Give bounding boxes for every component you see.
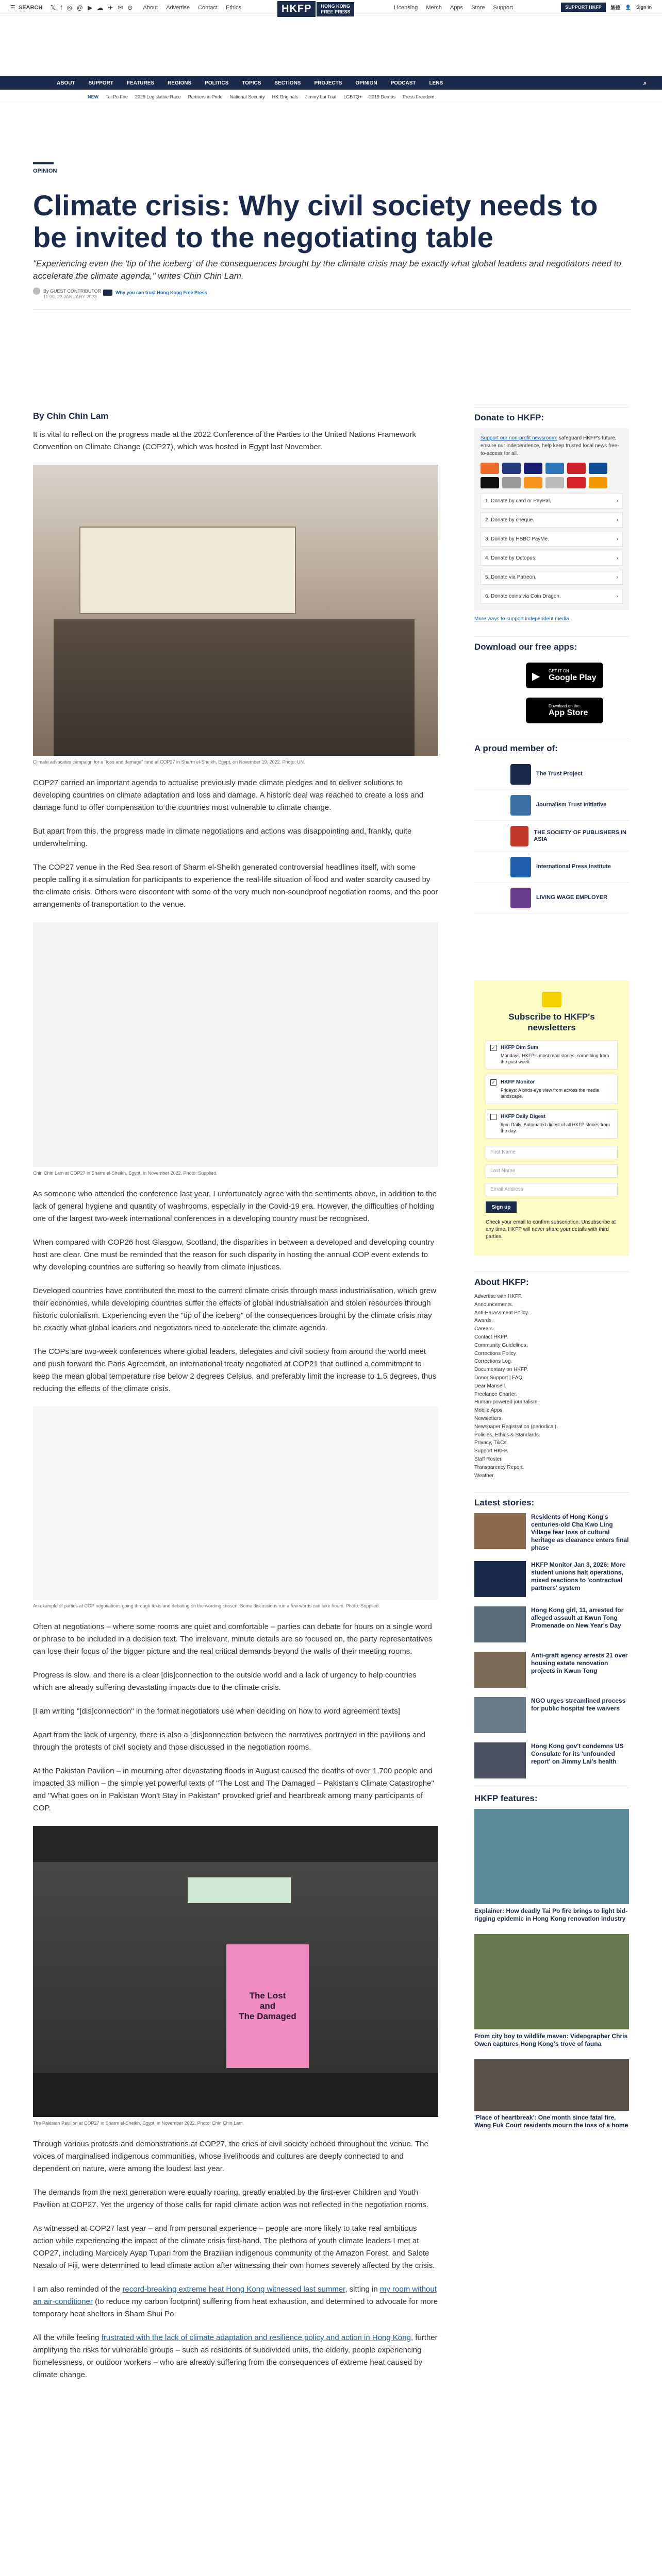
article-standfirst: "Experiencing even the 'tip of the iceberg' of the consequences brought by the climate crisis may be exactly what global leaders and negotiators need to accelerate the climate agenda," writes Chin Chin Lam. xyxy=(33,259,621,281)
trending-item[interactable]: Tai Po Fire xyxy=(106,94,128,99)
newsletter-option[interactable]: ✓ HKFP Monitor Fridays: A birds-eye view from across the media landscape. xyxy=(486,1075,618,1104)
unionpay-icon xyxy=(567,463,586,474)
paragraph: The COP27 venue in the Red Sea resort of Sharm el-Sheikh generated controversial headlines itself, with some people calling it a simulation for participants to experience the real-life situation of food and water scarcity caused by the climate crisis. Others were discontent with some of the very much non-soundproof negotiation rooms, and the poor arrangements of transportation to the venue. xyxy=(33,863,438,909)
paragraph: The COPs are two-week conferences where global leaders, delegates and civil society from around the world meet and push forward the Paris Agreement, an international treaty negotiated at COP21 that outlined a commitment to keep the mean global temperature rise below 2 degrees Celsius, and preferably limit the increase to 1.5 degrees, thus reducing the effects of the climate crisis. xyxy=(33,1347,437,1393)
trending-item[interactable]: Jimmy Lai Trial xyxy=(305,94,337,99)
donate-option[interactable]: 2. Donate by cheque. › xyxy=(481,513,623,528)
trending-item[interactable]: 2025 Legislative Race xyxy=(135,94,181,99)
utility-link[interactable]: Merch xyxy=(426,4,442,11)
checkbox[interactable] xyxy=(490,1114,496,1120)
paragraph: When compared with COP26 host Glasgow, Scotland, the disparities in between a developed and developing country host are clear. One must be reminded that the reason for such disparity in hosting the annual COP event extends to why developing countries are suffering so heavily from climate injustices. xyxy=(33,1238,434,1272)
payme-icon xyxy=(567,477,586,488)
newsletter-option[interactable]: HKFP Daily Digest 6pm Daily: Automated digest of all HKFP stories from the day. xyxy=(486,1109,618,1139)
poster-text: The Damaged xyxy=(239,2011,296,2021)
applepay-icon xyxy=(481,477,499,488)
sign-in-link[interactable]: Sign in xyxy=(636,5,652,10)
paypal-icon xyxy=(502,463,521,474)
crowd-shape xyxy=(54,619,415,756)
donate-option[interactable]: 4. Donate by Octopus. › xyxy=(481,551,623,566)
about-links xyxy=(474,1293,629,1480)
latest-story[interactable]: Hong Kong gov't condemns US Consulate for its 'unfounded report' on Jimmy Lai's health xyxy=(474,1742,629,1778)
donate-box xyxy=(474,428,629,610)
search-label: SEARCH xyxy=(18,4,43,11)
paragraph: Progress is slow, and there is a clear [dis]connection to the outside world and a lack of urgency to help countries which are already suffering devastating impacts due to the climate crisis. xyxy=(33,1671,417,1692)
about-link[interactable]: Advertise with HKFP. xyxy=(474,1294,523,1299)
about-link[interactable]: Privacy, T&Cs. xyxy=(474,1440,508,1446)
poster-text: and xyxy=(259,2001,276,2011)
last-name-input[interactable]: Last Name xyxy=(486,1164,618,1178)
sopa-icon xyxy=(510,826,528,846)
paragraph: All the while feeling frustrated with the lack of climate adaptation and resilience policy and action in Hong Kong, further amplifying the risks for vulnerable groups – such as residents of subdivided units, the elderly, people experiencing homelessness, or outdoor workers – who are already suffering from the consequences of extreme heat caused by climate change. xyxy=(33,2333,438,2379)
feature-story[interactable]: 'Place of heartbreak': One month since fatal fire, Wang Fuk Court residents mourn the loss of a home xyxy=(474,2059,629,2129)
email-icon[interactable]: ✉ xyxy=(118,4,123,11)
newsletter-option[interactable]: ✓ HKFP Dim Sum Mondays: HKFP's most read stories, something from the past week. xyxy=(486,1040,618,1070)
donate-link[interactable]: Support our non-profit newsroom: xyxy=(481,435,557,441)
paragraph: [I am writing "[dis]connection" in the format negotiators use when deciding on how to word agreement texts] xyxy=(33,1707,400,1716)
donate-option[interactable]: 6. Donate coins via Coin Dragon. › xyxy=(481,589,623,604)
paragraph: The demands from the next generation were equally roaring, greatly enabled by the first-ever Children and Youth Pavilion at COP27. Yet the urgency of those calls for rapid climate action was not reflected in the negotiation rooms. xyxy=(33,2188,429,2209)
paragraph: Developed countries have contributed the most to the current climate crisis through mass industrialisation, which grew their economies, while developing countries suffer the effects of global industrialisation and stolen resources through historic colonialism. Experiencing even the "tip of the iceberg" of the consequences brought by the climate crisis may be exactly what global leaders and negotiators need to accelerate the climate agenda. xyxy=(33,1286,437,1332)
utility-link[interactable]: About xyxy=(143,4,158,11)
about-link[interactable]: Transparency Report. xyxy=(474,1464,524,1470)
living-wage-icon xyxy=(510,888,531,908)
member-logo[interactable]: LIVING WAGE EMPLOYER xyxy=(474,883,629,913)
sidebar xyxy=(474,407,629,2141)
first-name-input[interactable]: First Name xyxy=(486,1146,618,1159)
byline xyxy=(33,287,102,299)
article-title: Climate crisis: Why civil society needs to be invited to the negotiating table xyxy=(33,189,598,253)
story-thumbnail xyxy=(474,1513,526,1549)
member-heading: A proud member of: xyxy=(474,738,629,759)
photo-loss-and-damage-protest xyxy=(33,465,438,756)
pavilion-sign xyxy=(188,1877,291,1903)
paragraph: Often at negotiations – where some rooms are quiet and comfortable – parties can debate for hours on a single word or phrase to be included in a decision text. The irrelevant, minute details are so focused on, the party representatives can lose their focus of the bigger picture and the real critical demands beyond the walls of their meeting rooms. xyxy=(33,1622,433,1656)
chevron-right-icon: › xyxy=(616,574,618,580)
features-heading: HKFP features: xyxy=(474,1788,629,1809)
about-link[interactable]: Dear Mansell. xyxy=(474,1383,506,1389)
amex-icon xyxy=(545,463,564,474)
signup-button[interactable]: Sign up xyxy=(486,1201,517,1213)
newsletter-box xyxy=(474,980,629,1256)
kicker-rule xyxy=(33,162,54,164)
about-link[interactable]: Support HKFP. xyxy=(474,1448,508,1454)
logo-mark: HKFP xyxy=(277,1,316,17)
story-thumbnail xyxy=(474,1697,526,1733)
feature-story[interactable]: From city boy to wildlife maven: Videographer Chris Owen captures Hong Kong's trove of fauna xyxy=(474,1934,629,2048)
trending-item[interactable]: LGBTQ+ xyxy=(343,94,362,99)
about-link[interactable]: Contact HKFP. xyxy=(474,1334,508,1340)
avatar xyxy=(33,287,40,295)
about-link[interactable]: Careers. xyxy=(474,1326,494,1332)
search-icon[interactable]: ⌕ xyxy=(643,79,647,87)
photo-caption: Chin Chin Lam at COP27 in Sharm el-Sheikh, Egypt, in November 2022. Photo: Supplied. xyxy=(33,1171,218,1176)
photo-pakistan-pavilion xyxy=(33,1826,438,2117)
trending-item[interactable]: Press Freedom xyxy=(402,94,435,99)
checkbox[interactable]: ✓ xyxy=(490,1045,496,1051)
photo-caption: The Pakistan Pavilion at COP27 in Sharm el-Sheikh, Egypt, in November 2022. Photo: Chin Chin Lam. xyxy=(33,2121,244,2126)
email-input[interactable]: Email Address xyxy=(486,1183,618,1196)
feature-image xyxy=(474,2059,629,2111)
chevron-right-icon: › xyxy=(616,555,618,561)
facebook-icon[interactable]: f xyxy=(60,4,62,11)
photo-author-at-cop27 xyxy=(33,922,438,1167)
poster-text: The Lost xyxy=(249,1991,286,2001)
donate-option[interactable]: 5. Donate via Patreon. › xyxy=(481,570,623,585)
about-link[interactable]: Mobile Apps. xyxy=(474,1408,504,1414)
latest-heading: Latest stories: xyxy=(474,1492,629,1513)
about-link[interactable]: Policies, Ethics & Standards. xyxy=(474,1432,540,1438)
paragraph: But apart from this, the progress made in climate negotiations and actions was disappointing and, frankly, quite underwhelming. xyxy=(33,827,412,848)
byline-author[interactable]: By GUEST CONTRIBUTOR xyxy=(43,289,102,294)
photo-caption: Climate advocates campaign for a "loss and damage" fund at COP27 in Sharm el-Sheikh, Egypt, on November 19, 2022. Photo: UN. xyxy=(33,759,305,765)
trending-bar xyxy=(0,92,662,102)
donate-option[interactable]: 3. Donate by HSBC PayMe. › xyxy=(481,532,623,547)
latest-story[interactable]: NGO urges streamlined process for public hospital fee waivers xyxy=(474,1697,629,1733)
telegram-icon[interactable]: ✈ xyxy=(108,4,113,11)
chevron-right-icon: › xyxy=(616,536,618,542)
search-button[interactable] xyxy=(10,4,42,11)
trust-project-icon xyxy=(510,764,531,785)
feature-image xyxy=(474,1809,629,1904)
newsletter-icon xyxy=(542,992,561,1007)
user-icon[interactable]: 👤 xyxy=(625,4,631,10)
visa-icon xyxy=(524,463,542,474)
about-link[interactable]: Weather. xyxy=(474,1472,495,1479)
google-play-button[interactable]: ▶ GET IT ON Google Play xyxy=(526,663,603,688)
article-body xyxy=(33,429,438,2393)
about-link[interactable]: Documentary on HKFP. xyxy=(474,1367,528,1373)
paragraph: COP27 carried an important agenda to actualise previously made climate pledges and to deliver solutions to developing countries on climate adaptation and loss and damage. A historic deal was reached to create a loss and damage fund to offer compensation to the countries most vulnerable to climate change. xyxy=(33,778,424,812)
inline-link[interactable]: record-breaking extreme heat Hong Kong witnessed last summer xyxy=(122,2285,345,2294)
donate-text: safeguard HKFP's future, ensure our independence, help keep trusted local news free-to-access for all. xyxy=(481,435,619,456)
pavilion-poster xyxy=(226,1944,309,2068)
photo-caption: An example of parties at COP negotiations going through texts and debating on the wording chosen. Some discussions run a few words can take hours. Photo: Supplied. xyxy=(33,1603,380,1608)
about-link[interactable]: Anti-Harassment Policy. xyxy=(474,1310,529,1316)
menu-icon: ☰ xyxy=(10,5,15,11)
app-store-button[interactable]: Download on the App Store xyxy=(526,698,603,723)
nav-item-lens[interactable]: LENS xyxy=(429,80,443,86)
new-badge: NEW xyxy=(88,94,98,99)
member-logo[interactable]: THE SOCIETY OF PUBLISHERS IN ASIA xyxy=(474,821,629,852)
utility-link[interactable]: Advertise xyxy=(166,4,190,11)
more-ways-link[interactable]: More ways to support independent media. xyxy=(474,616,571,622)
inline-link[interactable]: frustrated with the lack of climate adaptation and resilience policy and action in Hong Kong xyxy=(101,2333,411,2342)
about-link[interactable]: Newsletters. xyxy=(474,1415,503,1421)
member-logo[interactable]: Journalism Trust Initiative xyxy=(474,790,629,821)
logo-wordmark: HONG KONG FREE PRESS xyxy=(317,2,354,16)
about-link[interactable]: Corrections Policy. xyxy=(474,1350,517,1357)
checkbox[interactable]: ✓ xyxy=(490,1079,496,1086)
about-link[interactable]: Announcements. xyxy=(474,1301,514,1308)
top-utility-bar xyxy=(0,0,662,15)
about-link[interactable]: Freelance Charter. xyxy=(474,1391,517,1397)
utility-link[interactable]: Ethics xyxy=(225,4,241,11)
article-author: By Chin Chin Lam xyxy=(33,411,109,421)
account-area xyxy=(561,3,652,12)
jti-icon xyxy=(510,795,531,816)
mastercard-icon xyxy=(481,463,499,474)
nav-item-politics[interactable]: POLITICS xyxy=(205,80,229,86)
latest-story[interactable]: Anti-graft agency arrests 21 over housing estate renovation projects in Kwun Tong xyxy=(474,1652,629,1688)
latest-story[interactable]: Residents of Hong Kong's centuries-old Cha Kwo Ling Village fear loss of cultural heritage as clearance enters final phase xyxy=(474,1513,629,1552)
story-thumbnail xyxy=(474,1652,526,1688)
utility-link[interactable]: Apps xyxy=(450,4,464,11)
paragraph: It is vital to reflect on the progress made at the 2022 Conference of the Parties to the United Nations Framework Convention on Climate Change (COP27), which was hosted in Egypt last November. xyxy=(33,430,416,451)
paragraph: Apart from the lack of urgency, there is also a [dis]connection between the narratives portrayed in the pavilions and through the protests of civil society and those discussed in the negotiation rooms. xyxy=(33,1731,425,1752)
chevron-right-icon: › xyxy=(616,594,618,599)
threads-icon[interactable]: @ xyxy=(76,4,84,11)
google-play-icon: ▶ xyxy=(532,671,540,682)
twitter-icon[interactable]: 𝕏 xyxy=(51,4,56,11)
latest-story[interactable]: Hong Kong girl, 11, arrested for alleged assault at Kwun Tong Promenade on New Year's Day xyxy=(474,1606,629,1642)
nav-item-features[interactable]: FEATURES xyxy=(126,80,155,86)
newsletter-heading: Subscribe to HKFP's newsletters xyxy=(508,1012,595,1032)
trust-link[interactable] xyxy=(103,290,207,296)
trust-link-label: Why you can trust Hong Kong Free Press xyxy=(115,290,207,295)
nav-item-projects[interactable]: PROJECTS xyxy=(314,80,342,86)
ipi-icon xyxy=(510,857,531,877)
about-heading: About HKFP: xyxy=(474,1272,629,1293)
about-link[interactable]: Newspaper Registration (periodical). xyxy=(474,1423,558,1430)
bluesky-icon[interactable]: ☁ xyxy=(97,4,104,11)
trust-badge-icon xyxy=(103,290,112,296)
trending-item[interactable]: Partners in Pride xyxy=(188,94,223,99)
utility-link[interactable]: Contact xyxy=(198,4,218,11)
chevron-right-icon: › xyxy=(616,498,618,504)
floor-shape xyxy=(33,2073,438,2117)
googlepay-icon xyxy=(502,477,521,488)
about-link[interactable]: Staff Roster. xyxy=(474,1456,503,1462)
support-hkfp-button[interactable]: SUPPORT HKFP xyxy=(561,3,606,12)
instagram-icon[interactable]: ◎ xyxy=(67,4,72,11)
newsletter-note: Check your email to confirm subscription. Unsubscribe at any time. HKFP will never share your details with third parties. xyxy=(486,1219,616,1240)
article-kicker[interactable]: OPINION xyxy=(33,168,57,174)
nav-item-topics[interactable]: TOPICS xyxy=(242,80,261,86)
feature-story[interactable]: Explainer: How deadly Tai Po fire brings to light bid-rigging epidemic in Hong Kong renovation industry xyxy=(474,1809,629,1923)
story-thumbnail xyxy=(474,1561,526,1597)
nav-item-podcast[interactable]: PODCAST xyxy=(390,80,416,86)
donate-option[interactable]: 1. Donate by card or PayPal. › xyxy=(481,494,623,509)
latest-story[interactable]: HKFP Monitor Jan 3, 2026: More student unions halt operations, mixed reactions to 'contractual partners' system xyxy=(474,1561,629,1597)
trending-item[interactable]: HK Originals xyxy=(272,94,299,99)
protest-banner xyxy=(79,527,296,614)
publish-date: 11:00, 22 JANUARY 2023 xyxy=(43,294,97,299)
chevron-right-icon: › xyxy=(616,517,618,523)
language-switch[interactable]: 繁體 xyxy=(610,5,620,10)
story-thumbnail xyxy=(474,1742,526,1778)
paragraph: As someone who attended the conference last year, I unfortunately agree with the sentiments above, in addition to the lack of general hygiene and quantity of washrooms, especially in the Covid-19 era. However, the difficulties of holding one of the largest two-week international conferences in a developing country must be recognised. xyxy=(33,1190,437,1223)
nav-item-sections[interactable]: SECTIONS xyxy=(274,80,301,86)
paragraph: Through various protests and demonstrations at COP27, the cries of civil society echoed throughout the venue. The voices of marginalised indigenous communities, whose livelihoods and cultures are deeply connected to and dependent on nature, were among the loudest last year. xyxy=(33,2140,428,2173)
social-links xyxy=(51,4,133,11)
trending-item[interactable]: National Security xyxy=(229,94,265,99)
nav-item-about[interactable]: ABOUT xyxy=(57,80,75,86)
nav-item-support[interactable]: SUPPORT xyxy=(88,80,113,86)
about-link[interactable]: Community Guidelines. xyxy=(474,1342,528,1348)
paragraph: At the Pakistan Pavilion – in mourning after devastating floods in August caused the deaths of over 1,700 people and impacted 33 million – the simple yet powerful texts of "The Lost and The Damaged – Pakistan's Climate Catastrophe" and "What goes on in Pakistan Won't Stay in Pakistan" provoked grief and heartbreak among many participants of COP. xyxy=(33,1767,434,1812)
donate-heading: Donate to HKFP: xyxy=(474,407,629,428)
main-navigation xyxy=(0,76,662,90)
about-link[interactable]: Human-powered journalism. xyxy=(474,1399,539,1405)
utility-link[interactable]: Support xyxy=(493,4,513,11)
divider xyxy=(33,309,631,310)
nav-item-opinion[interactable]: OPINION xyxy=(355,80,377,86)
member-logo[interactable]: The Trust Project xyxy=(474,759,629,790)
rss-icon[interactable]: ⊙ xyxy=(127,4,133,11)
story-thumbnail xyxy=(474,1606,526,1642)
utility-link[interactable]: Store xyxy=(471,4,485,11)
about-link[interactable]: Awards. xyxy=(474,1318,493,1324)
apps-heading: Download our free apps: xyxy=(474,636,629,657)
youtube-icon[interactable]: ▶ xyxy=(88,4,93,11)
jcb-icon xyxy=(589,463,607,474)
ceiling-shape xyxy=(33,1826,438,1862)
utility-link[interactable]: Licensing xyxy=(393,4,418,11)
octopus-icon xyxy=(589,477,607,488)
cheque-icon xyxy=(545,477,564,488)
paragraph: I am also reminded of the record-breaking extreme heat Hong Kong witnessed last summer, sitting in my room without an air-conditioner (to reduce my carbon footprint) suffering from heat exhaustion, and determined to advocate for more temporary heat shelters in Sham Shui Po. xyxy=(33,2285,438,2318)
about-link[interactable]: Corrections Log. xyxy=(474,1359,512,1365)
member-logo[interactable]: International Press Institute xyxy=(474,852,629,883)
paragraph: As witnessed at COP27 last year – and from personal experience – people are more likely to take real ambitious action while experiencing the impact of the climate crisis first-hand. The plethora of youth climate leaders I met at COP27, including Marcicely Ayap Tupari from the Brazilian indigenous community of the Amazon Forest, and Salote Nasalo of Fiji, were determined to lead climate action after witnessing their own homes severely affected by the crisis. xyxy=(33,2224,435,2270)
trending-item[interactable]: 2019 Demos xyxy=(369,94,395,99)
bitcoin-icon xyxy=(524,477,542,488)
inline-link[interactable]: my room without an air-conditioner xyxy=(33,2285,437,2306)
photo-negotiation-texts xyxy=(33,1406,438,1600)
nav-item-regions[interactable]: REGIONS xyxy=(168,80,192,86)
feature-image xyxy=(474,1934,629,2029)
site-logo[interactable] xyxy=(277,1,354,17)
payment-cards xyxy=(481,463,623,488)
about-link[interactable]: Donor Support | FAQ. xyxy=(474,1375,524,1381)
